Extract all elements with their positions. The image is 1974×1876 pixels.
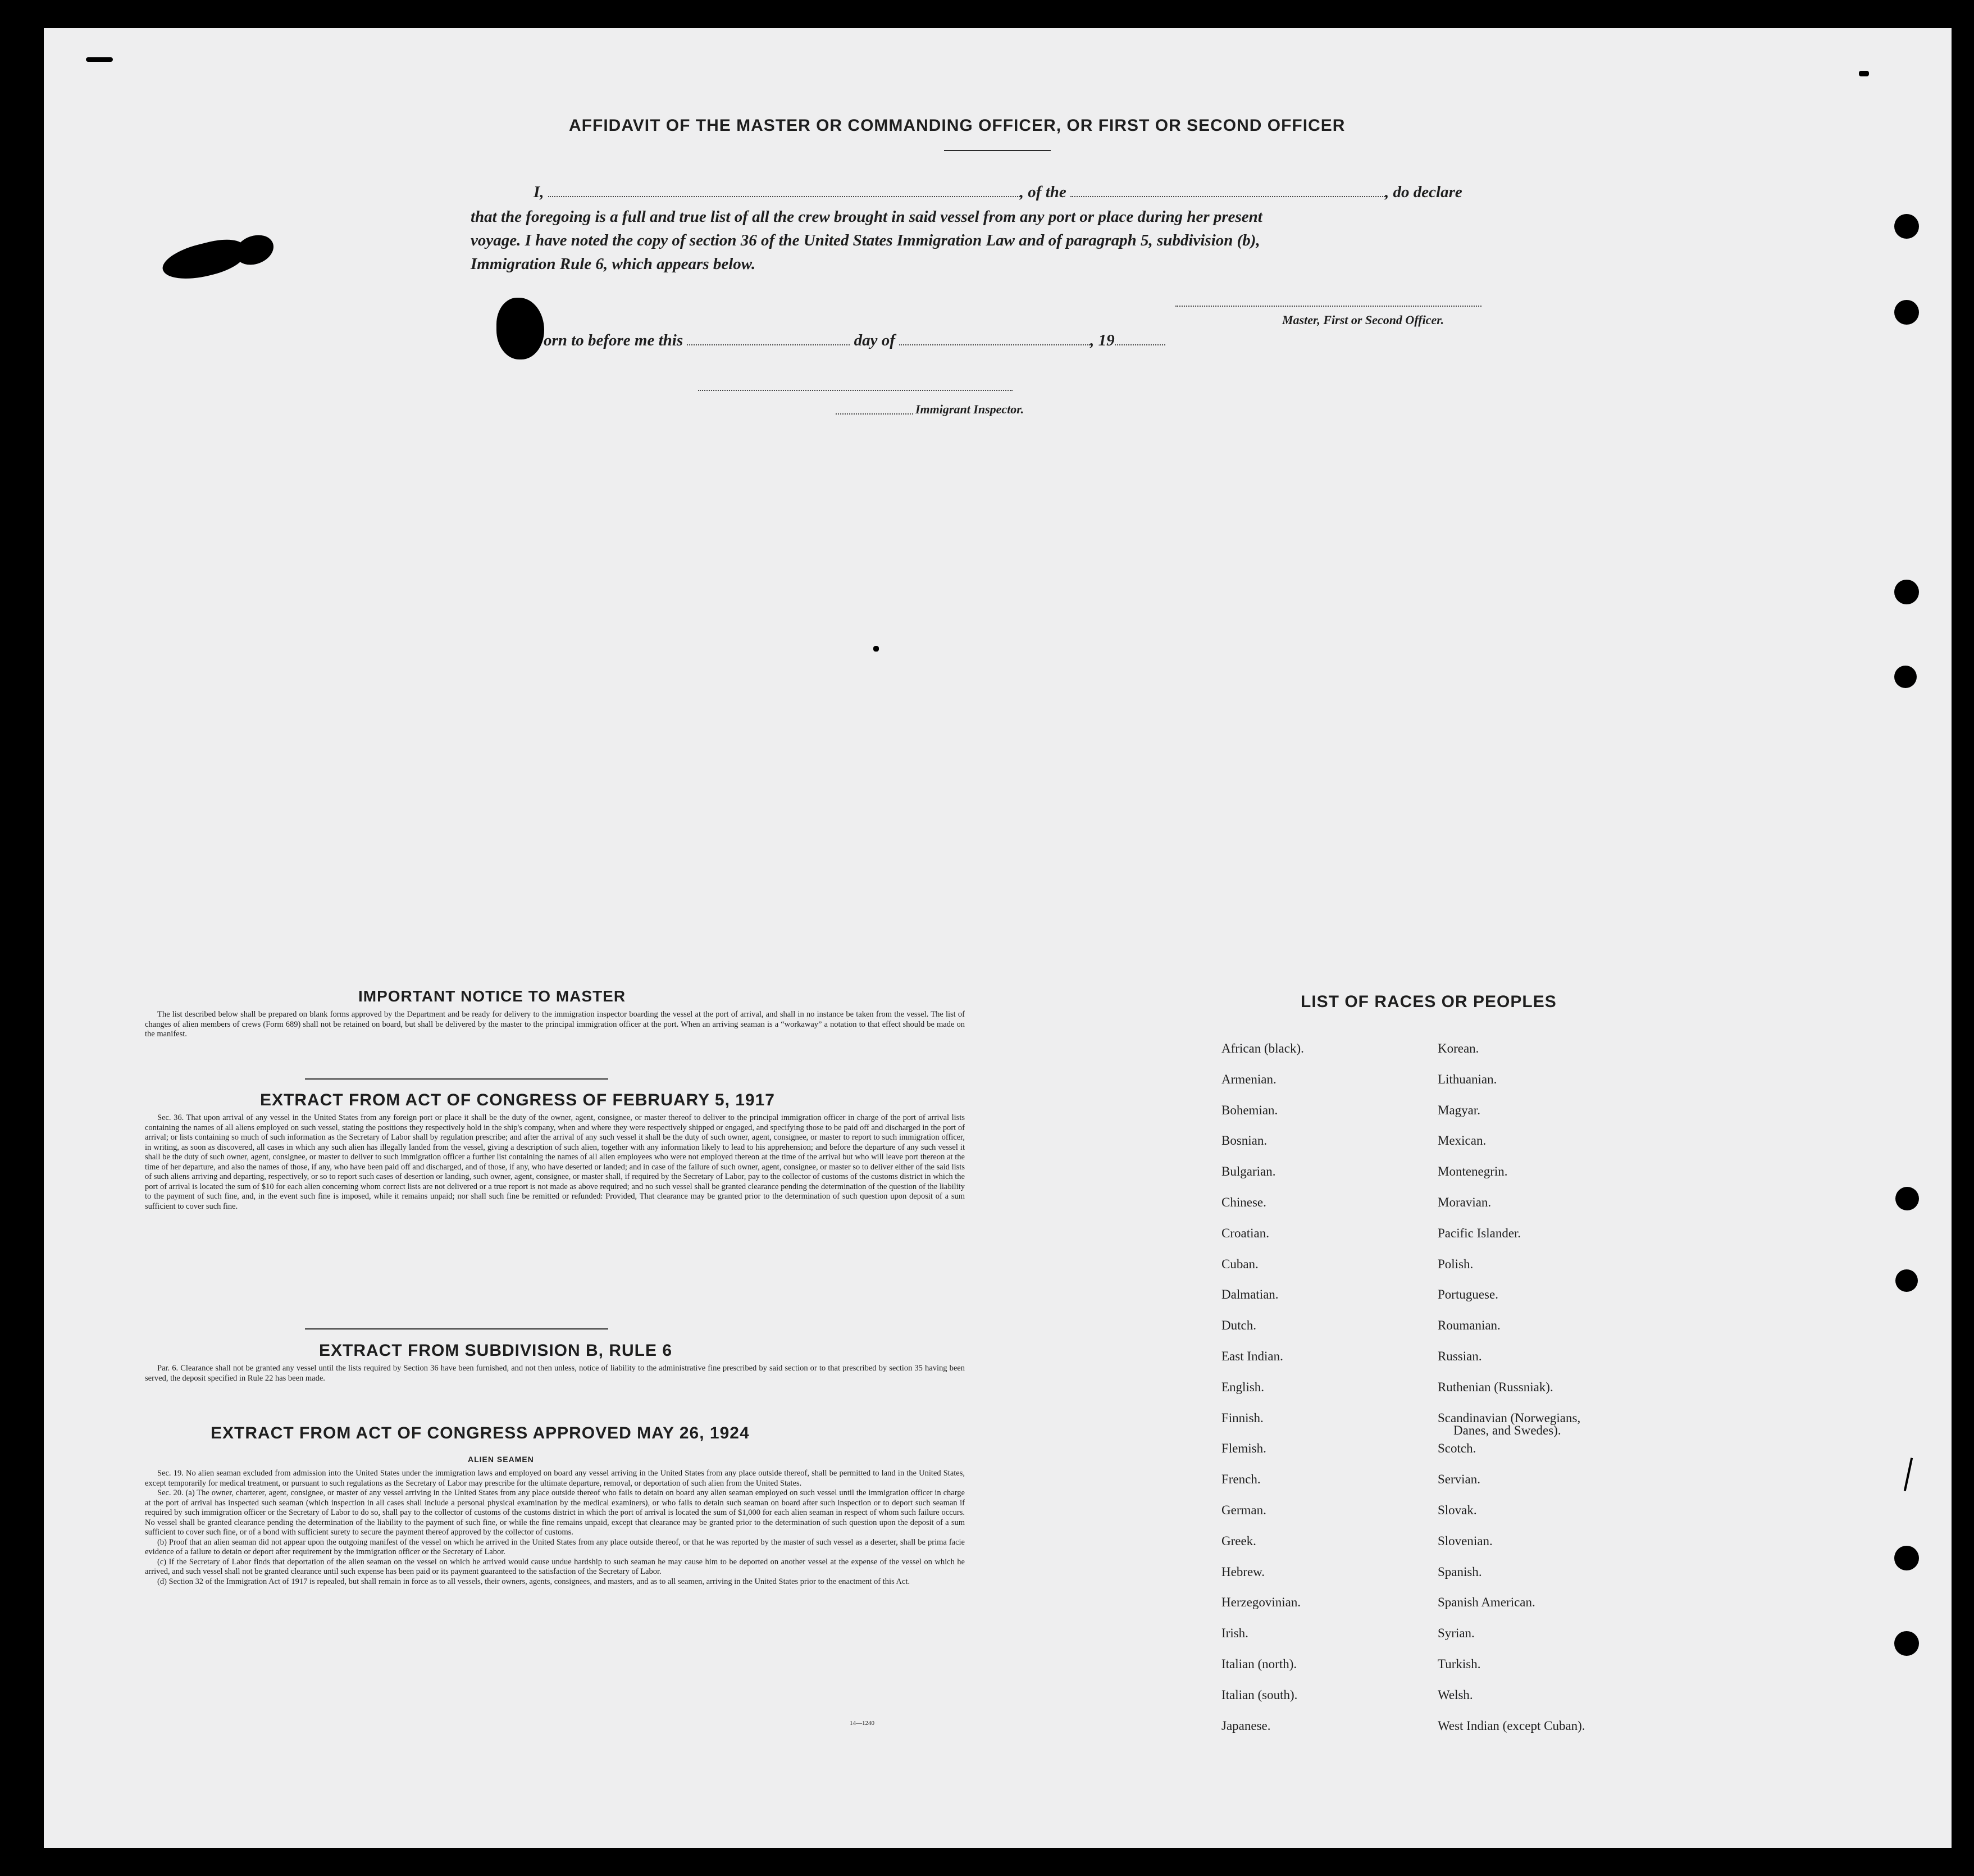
- race-item: Bohemian.: [1221, 1103, 1278, 1117]
- race-item: Polish.: [1438, 1257, 1474, 1271]
- vessel-blank-field[interactable]: [1070, 184, 1385, 197]
- sworn-year-text: , 19: [1090, 331, 1115, 349]
- ink-blot: [231, 230, 278, 270]
- master-signature-label: Master, First or Second Officer.: [1282, 313, 1444, 327]
- race-item: Magyar.: [1438, 1103, 1481, 1117]
- race-item: Spanish American.: [1438, 1595, 1535, 1609]
- extract-1917-body: Sec. 36. That upon arrival of any vessel in the United States from any foreign port or place it shall be the duty of the owner, agent, consignee, or master thereof to deliver to the principal immigration officer in charge of the port of arrival lists containing the names of all aliens employed on such vessel, stating the positions they respectively hold in the ship's company, when and where they were respectively shipped or engaged, and specifying those to be paid off and discharged in the port of arrival; or lists containing so much of such information as the Secretary of Labor shall by regulation prescribe; and after the arrival of any such vessel it shall be the duty of such owner, agent, consignee, or master to report to such immigration officer, in writing, as soon as discovered, all cases in which any such alien has illegally landed from the vessel, giving a description of such alien, together with any information likely to lead to his apprehension; and before the departure of any such vessel it shall be the duty of such owner, agent, consignee, or master to deliver to such immigration officer a further list containing the names of all alien employees who were not employed thereon at the time of the arrival but who will leave port thereon at the time of her departure, and also the names of those, if any, who have been paid off and discharged, and of those, if any, who have deserted or landed; and in case of the failure of such owner, agent, consignee, or master so to deliver either of the said lists of such aliens arriving and departing, respectively, or so to report such cases of desertion or landing, such owner, agent, consignee, or master shall, if required by the Secretary of Labor, pay to the collector of customs of the customs district in which the port of arrival is located the sum of $10 for each alien concerning whom correct lists are not delivered or a true report is not made as above required; and no such vessel shall be granted clearance pending the determination of the question of the liability to the payment of such fine, and, in the event such fine is imposed, while it remains unpaid; nor shall such fine be remitted or refunded: Provided, That clearance may be granted prior to the determination of such question upon deposit of a sum sufficient to cover such fine.: [145, 1113, 965, 1211]
- race-item: Greek.: [1221, 1534, 1256, 1548]
- binder-hole: [1894, 1546, 1919, 1570]
- name-blank-field[interactable]: [548, 184, 1020, 197]
- race-item: Slovak.: [1438, 1503, 1477, 1517]
- race-item: English.: [1221, 1380, 1265, 1394]
- race-item: Croatian.: [1221, 1226, 1269, 1240]
- binder-hole: [1895, 1187, 1919, 1210]
- sworn-day-field[interactable]: [687, 332, 850, 345]
- race-item: Lithuanian.: [1438, 1072, 1497, 1086]
- sec-20b-paragraph: (b) Proof that an alien seaman did not appear upon the outgoing manifest of the vessel on which he arrived in the United States from any place outside thereof, or that he was reported by the master of such vessel as a deserter, shall be prima facie evidence of a failure to detain or deport after requirement by the immigration officer or the Secretary of Labor.: [145, 1537, 965, 1556]
- scan-mark: [86, 57, 113, 62]
- race-item: Italian (south).: [1221, 1688, 1298, 1702]
- sworn-month-field[interactable]: [899, 332, 1090, 345]
- race-item: Bosnian.: [1221, 1133, 1268, 1148]
- notice-body: The list described below shall be prepared on blank forms approved by the Department and be ready for delivery to the immigration inspector boarding the vessel at the port of arrival, and shall in no instance be taken from the vessel. The list of changes of alien members of crews (Form 689) shall not be retained on board, but shall be delivered by the master to the principal immigration officer at the port. When an arriving seaman is a “workaway” a notation to that effect should be made on the manifest.: [145, 1010, 965, 1039]
- sworn-day-of-text: day of: [854, 331, 895, 349]
- ink-blot: [496, 298, 544, 359]
- race-item: Ruthenian (Russniak).: [1438, 1380, 1553, 1394]
- sec-19-paragraph: Sec. 19. No alien seaman excluded from admission into the United States under the immigration laws and employed on board any vessel arriving in the United States from any place outside thereof, shall be permitted to land in the United States, except temporarily for medical treatment, or pursuant to such regulations as the Secretary of Labor may prescribe for the ultimate departure, removal, or deportation of such alien from the United States.: [145, 1469, 965, 1488]
- race-item: German.: [1221, 1503, 1266, 1517]
- race-item: Syrian.: [1438, 1626, 1475, 1640]
- affidavit-of-the-text: , of the: [1019, 183, 1066, 201]
- rule6-title: EXTRACT FROM SUBDIVISION B, RULE 6: [319, 1341, 673, 1360]
- race-item: Pacific Islander.: [1438, 1226, 1521, 1240]
- affidavit-line4: Immigration Rule 6, which appears below.: [471, 255, 756, 273]
- race-item: African (black).: [1221, 1041, 1304, 1055]
- extract-1917-title: EXTRACT FROM ACT OF CONGRESS OF FEBRUARY 5, 1917: [260, 1091, 775, 1109]
- rule6-body: Par. 6. Clearance shall not be granted any vessel until the lists required by Section 36 have been furnished, and not then unless, notice of liability to the administrative fine prescribed by said section or to that prescribed by section 35 having been served, the deposit specified in Rule 22 has been made.: [145, 1364, 965, 1383]
- affidavit-line2: that the foregoing is a full and true list of all the crew brought in said vessel from any port or place during her present: [471, 208, 1262, 226]
- race-item: Armenian.: [1221, 1072, 1277, 1086]
- race-item: Portuguese.: [1438, 1287, 1498, 1301]
- race-item: Hebrew.: [1221, 1565, 1265, 1579]
- race-item: Servian.: [1438, 1472, 1481, 1486]
- alien-seamen-subtitle: ALIEN SEAMEN: [468, 1455, 534, 1464]
- race-item: Italian (north).: [1221, 1657, 1297, 1671]
- race-item: Spanish.: [1438, 1565, 1482, 1579]
- race-item: West Indian (except Cuban).: [1438, 1719, 1585, 1733]
- race-item: Montenegrin.: [1438, 1164, 1508, 1178]
- race-item: Slovenian.: [1438, 1534, 1493, 1548]
- race-item: Russian.: [1438, 1349, 1482, 1363]
- scan-mark: [1859, 71, 1869, 76]
- race-item: Japanese.: [1221, 1719, 1271, 1733]
- scan-mark: [873, 646, 879, 652]
- inspector-prefix-field[interactable]: [836, 401, 913, 415]
- race-item: Scotch.: [1438, 1441, 1476, 1455]
- binder-hole: [1895, 1269, 1918, 1292]
- binder-hole: [1894, 666, 1917, 688]
- binder-hole: [1894, 580, 1919, 604]
- race-item: Welsh.: [1438, 1688, 1473, 1702]
- notice-title: IMPORTANT NOTICE TO MASTER: [358, 987, 626, 1005]
- race-item: East Indian.: [1221, 1349, 1283, 1363]
- sworn-line: [544, 331, 1165, 350]
- scan-mark: [1904, 1458, 1913, 1491]
- race-item: Dutch.: [1221, 1318, 1256, 1332]
- extract-1924-title: EXTRACT FROM ACT OF CONGRESS APPROVED MAY 26, 1924: [211, 1424, 750, 1442]
- sec-20c-paragraph: (c) If the Secretary of Labor finds that deportation of the alien seaman on the vessel on which he arrived would cause undue hardship to such seaman he may cause him to be deported on another vessel at the expense of the vessel on which he arrived, and such vessel shall not be granted clearance until such expense has been paid or its payment guaranteed to the satisfaction of the Secretary of Labor.: [145, 1557, 965, 1576]
- race-item: Mexican.: [1438, 1133, 1487, 1148]
- sec-20a-paragraph: Sec. 20. (a) The owner, charterer, agent, consignee, or master of any vessel arriving in the United States from any place outside thereof who fails to detain on board any alien seaman employed on such vessel until the immigration officer in charge at the port of arrival has inspected such seaman (which inspection in all cases shall include a personal physical examination by the medical examiners), or who fails to detain such seaman on board after such inspection or to deport such seaman if required by such immigration officer or the Secretary of Labor to do so, shall pay to the collector of customs of the customs district in which the port of arrival is located the sum of $1,000 for each alien seaman in respect of whom such failure occurs. No vessel shall be granted clearance pending the determination of the liability to the payment of such fine, or while the fine remains unpaid, except that clearance may be granted prior to the determination of such question upon the deposit of a sum sufficient to cover such fine, or of a bond with sufficient surety to secure the payment thereof approved by the collector of customs.: [145, 1488, 965, 1537]
- race-item: Irish.: [1221, 1626, 1248, 1640]
- inspector-label: Immigrant Inspector.: [915, 402, 1024, 416]
- binder-hole: [1894, 1631, 1919, 1656]
- race-item: Cuban.: [1221, 1257, 1259, 1271]
- race-item: Finnish.: [1221, 1411, 1264, 1425]
- race-item: Bulgarian.: [1221, 1164, 1276, 1178]
- sworn-year-field[interactable]: [1115, 332, 1165, 345]
- master-signature-field[interactable]: [1175, 293, 1481, 307]
- race-item: Chinese.: [1221, 1195, 1266, 1209]
- race-item: Herzegovinian.: [1221, 1595, 1301, 1609]
- inspector-signature-field[interactable]: [698, 377, 1013, 391]
- form-number: 14—1240: [850, 1720, 874, 1727]
- race-item: Moravian.: [1438, 1195, 1492, 1209]
- title-divider: [944, 150, 1051, 151]
- affidavit-title: AFFIDAVIT OF THE MASTER OR COMMANDING OFFICER, OR FIRST OR SECOND OFFICER: [569, 116, 1346, 135]
- affidavit-declare-text: , do declare: [1385, 183, 1462, 201]
- race-item: Roumanian.: [1438, 1318, 1501, 1332]
- affidavit-line3: voyage. I have noted the copy of section 36 of the United States Immigration Law and of paragraph 5, subdivision (b),: [471, 231, 1260, 249]
- affidavit-i-text: I,: [534, 183, 544, 201]
- race-item: Turkish.: [1438, 1657, 1481, 1671]
- binder-hole: [1894, 214, 1919, 239]
- extract-1917-divider: [305, 1328, 608, 1329]
- race-item: French.: [1221, 1472, 1261, 1486]
- binder-hole: [1894, 300, 1919, 325]
- sec-20d-paragraph: (d) Section 32 of the Immigration Act of 1917 is repealed, but shall remain in force as to all vessels, their owners, agents, consignees, and masters, and as to all seamen, arriving in the United States prior to the enactment of this Act.: [157, 1577, 910, 1586]
- affidavit-line1: [534, 183, 1462, 202]
- sworn-prefix-text: orn to before me this: [544, 331, 683, 349]
- race-item: Dalmatian.: [1221, 1287, 1279, 1301]
- notice-divider: [305, 1078, 608, 1080]
- race-item: Korean.: [1438, 1041, 1479, 1055]
- races-title: LIST OF RACES OR PEOPLES: [1301, 992, 1557, 1011]
- race-item: Scandinavian (Norwegians,: [1438, 1411, 1581, 1425]
- race-item-continuation: Danes, and Swedes).: [1453, 1423, 1561, 1437]
- document-page: [44, 28, 1952, 1848]
- extract-1924-body: [145, 1469, 965, 1587]
- ink-blot: [159, 234, 249, 286]
- race-item: Flemish.: [1221, 1441, 1266, 1455]
